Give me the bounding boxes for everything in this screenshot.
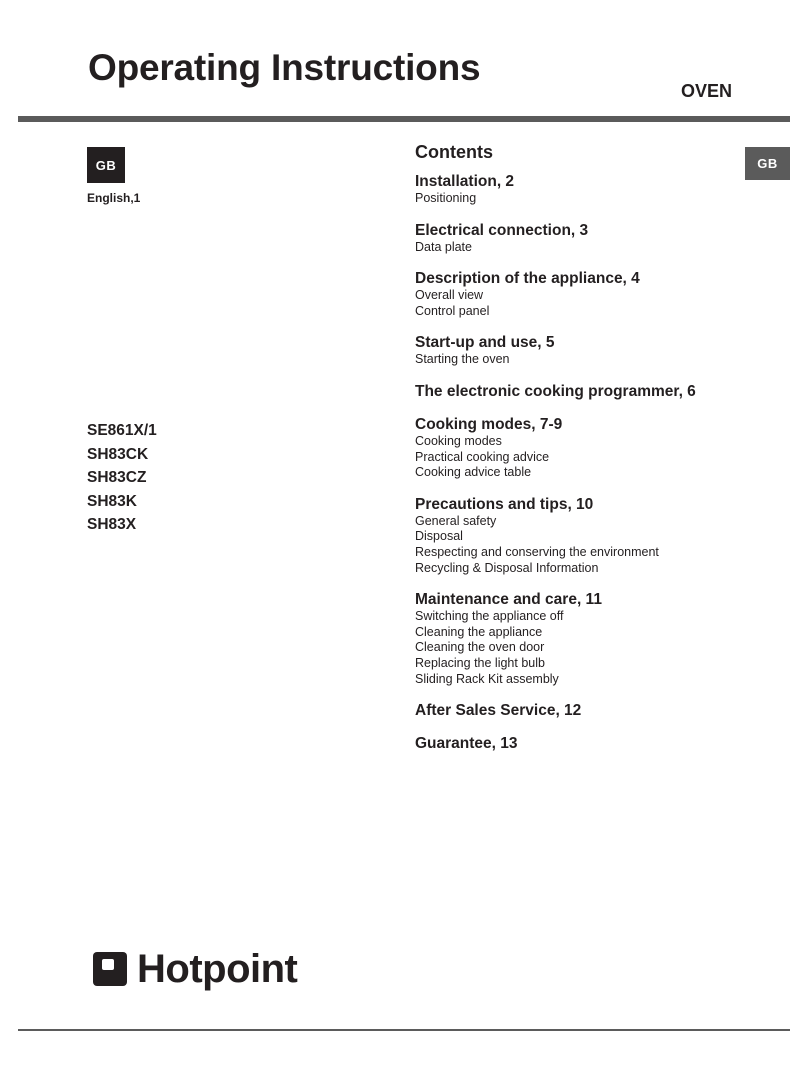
toc-section [415,221,745,256]
toc-subsection-list [415,352,745,368]
model-number: SE861X/1 [87,422,157,439]
toc-subsection-list [415,191,745,207]
toc-subsection-item[interactable]: Sliding Rack Kit assembly [415,671,559,686]
toc-section [415,415,745,481]
toc-subsection-item[interactable]: Cooking modes [415,433,502,448]
toc-subsection-item[interactable]: Overall view [415,288,484,303]
toc-subsection-item[interactable]: Switching the appliance off [415,609,564,624]
toc-subsection-list [415,288,745,319]
toc-section-title[interactable]: Start-up and use, 5 [415,334,555,352]
model-list [87,419,157,537]
hotpoint-logo-wordmark: Hotpoint [137,947,298,991]
toc-section-title[interactable]: Cooking modes, 7-9 [415,415,563,433]
toc-subsection-list [415,240,745,256]
model-number: SH83CK [87,445,149,463]
toc-subsection-item[interactable]: Practical cooking advice [415,449,550,464]
hotpoint-logo [93,949,297,989]
language-link-english[interactable]: English,1 [87,191,141,205]
model-number: SH83K [87,492,137,510]
toc-section [415,734,745,753]
toc-subsection-item[interactable]: Cleaning the oven door [415,640,545,655]
toc-section-title[interactable]: Guarantee, 13 [415,735,518,753]
hotpoint-logo-mark-icon [93,952,127,986]
toc-subsection-item[interactable]: Positioning [415,191,477,205]
document-title: Operating Instructions [88,46,481,88]
toc-section-title[interactable]: Precautions and tips, 10 [415,495,594,513]
toc-subsection-item[interactable]: Cleaning the appliance [415,624,543,639]
toc-subsection-item[interactable]: Respecting and conserving the environment [415,544,659,559]
toc-section [415,172,745,207]
toc-section-title[interactable]: The electronic cooking programmer, 6 [415,382,696,400]
toc-subsection-list [415,609,745,687]
toc-subsection-item[interactable]: Disposal [415,529,463,544]
toc-section-title[interactable]: After Sales Service, 12 [415,702,582,720]
contents-heading: Contents [415,142,493,162]
toc-subsection-list [415,434,745,481]
toc-section-title[interactable]: Installation, 2 [415,173,515,190]
toc-subsection-item[interactable]: Control panel [415,303,490,318]
toc-subsection-item[interactable]: Replacing the light bulb [415,655,545,670]
language-badge-gb: GB [87,147,125,183]
toc-section-title[interactable]: Description of the appliance, 4 [415,270,640,288]
toc-section-title[interactable]: Electrical connection, 3 [415,221,589,239]
toc-subsection-list [415,514,745,576]
toc-section [415,382,745,401]
table-of-contents [415,141,745,767]
toc-subsection-item[interactable]: Recycling & Disposal Information [415,560,599,575]
footer-divider [18,1029,790,1031]
toc-section [415,701,745,720]
header-divider [18,116,790,122]
language-tab-gb: GB [745,147,790,180]
toc-section-title[interactable]: Maintenance and care, 11 [415,591,602,609]
product-type-label: OVEN [680,81,732,101]
toc-section [415,495,745,576]
toc-section [415,269,745,319]
toc-subsection-item[interactable]: General safety [415,513,497,528]
toc-sections [415,172,745,753]
model-number: SH83X [87,516,137,533]
toc-section [415,333,745,368]
toc-subsection-item[interactable]: Data plate [415,239,472,254]
toc-subsection-item[interactable]: Starting the oven [415,352,510,367]
model-number: SH83CZ [87,469,147,486]
toc-subsection-item[interactable]: Cooking advice table [415,465,532,480]
toc-section [415,590,745,687]
